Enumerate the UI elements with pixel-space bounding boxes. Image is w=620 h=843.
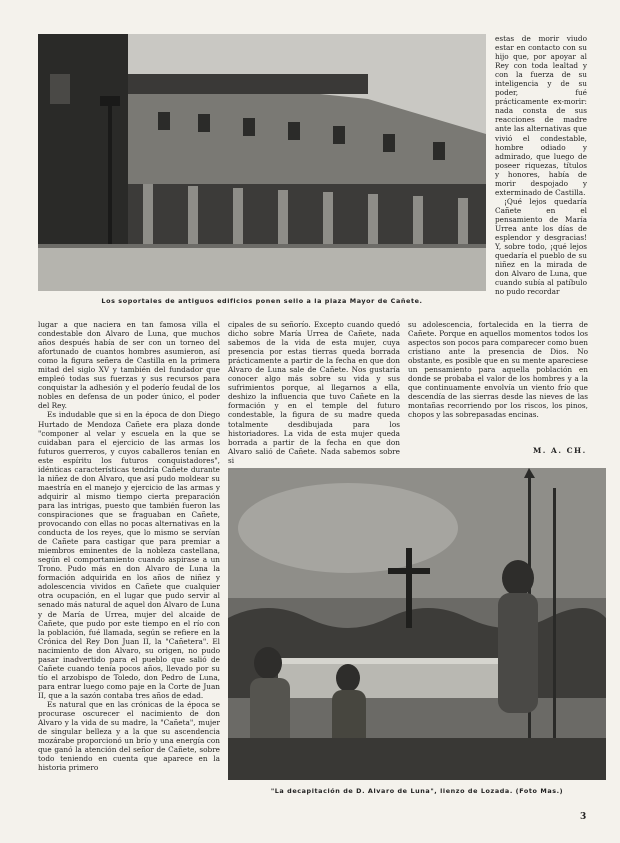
- author-signature: M. A. CH.: [533, 446, 587, 455]
- painting-caption: "La decapitación de D. Alvaro de Luna", lienzo de Lozada. (Foto Mas.): [270, 787, 564, 795]
- article-paragraph: estas de morir viudo estar en contacto con su hijo que, por apoyar al Rey con toda lealtad y con la fuerza de su inteligencia y de su poder, fué prácticamente ex-morir: nada consta de sus reacciones de madre ante las alternativas que vivió el condestable, hombre odiado y admirado, que luego de poseer riquezas, títulos y honores, había de morir despojado y exterminado de Castilla.: [495, 34, 587, 197]
- decapitation-painting-photo: [228, 468, 606, 780]
- article-paragraph: Es indudable que si en la época de don Diego Hurtado de Mendoza Cañete era plaza donde "componer al velar y escuela en la que se cuidaban para el ejercicio de las armas los futuros guerreros, y cuyos caballeros tenían en este espíritu los futuros conquistadores", idénticas características tendría Cañete durante la niñez de don Alvaro, que así pudo moldear su maestría en el manejo y ejercicio de las armas y adquirir al mismo tiempo cierta preparación para las intrigas, puesto que también fueron las conspiraciones que se fraguaban en Cañete, provocando con ellas no pocas alternativas en la conducta de los reyes, que lo mismo se servían de Cañete para castigar que para premiar a miembros eminentes de la nobleza castellana, según el comportamiento cuando aspirase a un Trono. Pudo más en don Alvaro de Luna la formación adquirida en los años de niñez y adolescencia vividos en Cañete que cualquier otra ocupación, en el lugar que pudo servir al senado más natural de aquel don Alvaro de Luna y de María de Urrea, mujer del alcaide de Cañete, que pudo por este tiempo en el río con la población, fué llamada, según se refiere en la Crónica del Rey Don Juan II, la "Cañetera". El nacimiento de don Alvaro, su origen, no pudo pasar inadvertido para el pueblo que salió de Cañete cuando tenía pocos años, llevado por su tío el arzobispo de Toledo, don Pedro de Luna, para entrar luego como paje en la Corte de Juan II, que a la sazón contaba tres años de edad.: [38, 410, 220, 700]
- article-column-2: [228, 320, 400, 465]
- article-paragraph: ¡Qué lejos quedaría Cañete en el pensamiento de María Urrea ante los días de esplendor y desgracias! Y, sobre todo, ¡qué lejos quedaría el pueblo de su niñez en la mirada de don Alvaro de Luna, que cuando subía al patíbulo no pudo recordar: [495, 196, 587, 297]
- page-number: 3: [580, 812, 587, 822]
- decapitation-painting-illustration: [228, 468, 606, 780]
- article-column-3: [408, 320, 588, 430]
- article-paragraph: cipales de su señorío. Excepto cuando quedó dicho sobre María Urrea de Cañete, nada sabemos de la vida de esta mujer, cuya presencia por estas tierras queda borrada prácticamente a partir de la fecha en que don Alvaro de Luna sale de Cañete. Nos gustaría conocer algo más sobre su vida y sus sufrimientos porque, al llegarnos a ella, deshizo la influencia que tuvo Cañete en la formación y en el temple del futuro condestable, la figura de su madre queda totalmente desdibujada para los historiadores. La vida de esta mujer queda borrada a partir de la fecha en que don Alvaro salió de Cañete. Nada sabemos sobre si: [228, 320, 400, 465]
- plaza-mayor-illustration: [38, 34, 486, 291]
- plaza-mayor-caption: Los soportales de antiguos edificios ponen sello a la plaza Mayor de Cañete.: [101, 297, 423, 305]
- article-paragraph: su adolescencia, fortalecida en la tierra de Cañete. Porque en aquellos momentos todos los aspectos son pocos para comparecer como buen cristiano ante la presencia de Dios. No obstante, es posible que en su mente apareciese un pensamiento para aquella población en donde se probaba el valor de los hombres y a la que continuamente envolvía un viento frío que descendía de las sierras desde las nieves de las montañas recorriendo por los riscos, los pinos, chopos y las sobrepasadas encinas.: [408, 320, 588, 420]
- article-column-1: [38, 320, 220, 820]
- plaza-mayor-photo: [38, 34, 486, 291]
- article-paragraph: lugar a que naciera en tan famosa villa el condestable don Alvaro de Luna, que muchos años después había de ser con un torneo del afortunado de cuantos hombres asumieron, así como la figura señera de Castilla en la primera mitad del siglo XV y también del fundador que empleó todas sus fuerzas y sus recursos para conquistar la adhesión y el poderío feudal de los nobles en defensa de un poder único, el poder del Rey.: [38, 320, 220, 411]
- article-paragraph: Es natural que en las crónicas de la época se procurase oscurecer el nacimiento de don Alvaro y la vida de su madre, la "Cañeta", mujer de singular belleza y a la que su ascendencia mozárabe proporcionó un brío y una energía con que ganó la atención del señor de Cañete, sobre todo teniendo en cuenta que aparece en la historia primero: [38, 699, 220, 773]
